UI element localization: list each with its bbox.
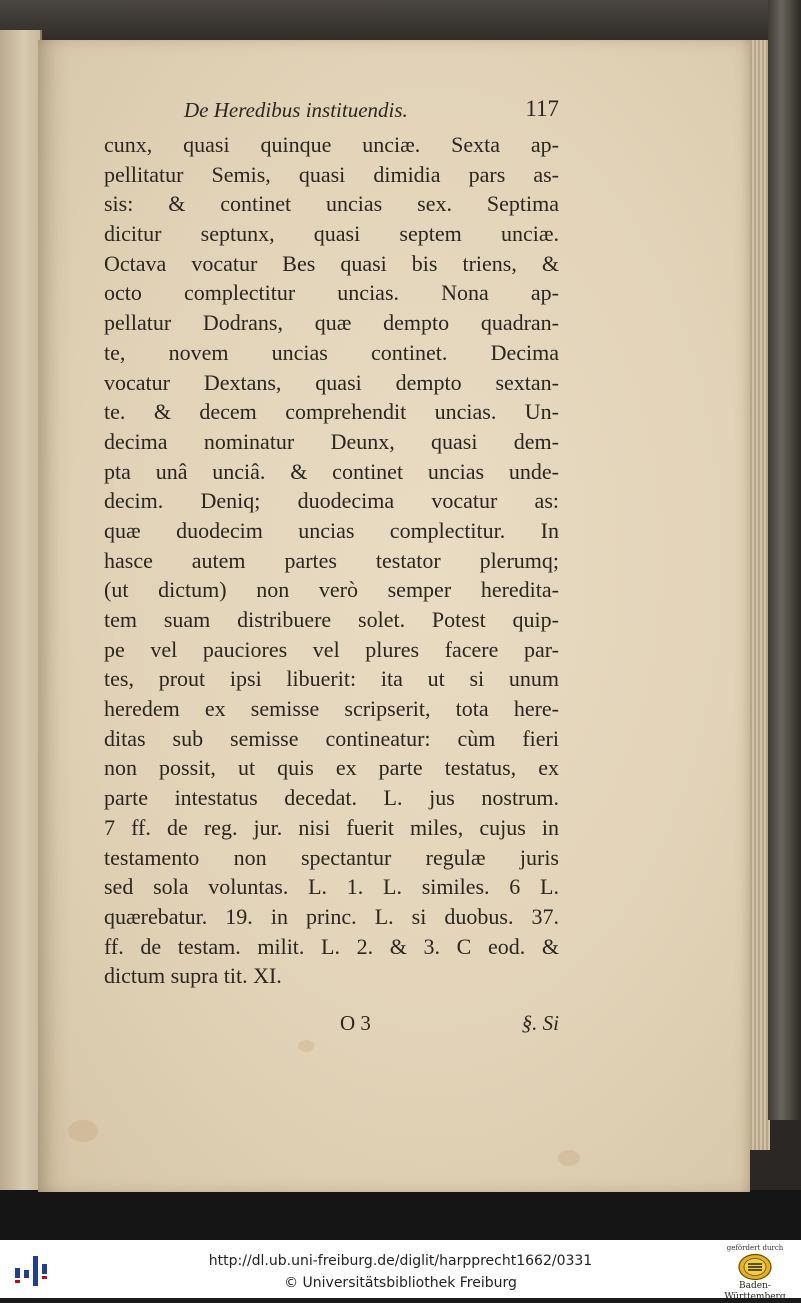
sponsor-badge [715, 1243, 795, 1302]
text-line: pellatur Dodrans, quæ dempto quadran- [104, 310, 559, 336]
text-line: decima nominatur Deunx, quasi dem- [104, 428, 559, 454]
text-line: octo complectitur uncias. Nona ap- [104, 280, 559, 306]
paper-stain [68, 1120, 98, 1142]
text-line: heredem ex semisse scripserit, tota here- [104, 696, 559, 722]
page-number: 117 [525, 96, 559, 121]
catchword: §. Si [521, 1010, 559, 1035]
bottom-board [0, 1190, 801, 1240]
text-line: pta unâ unciâ. & continet uncias unde- [104, 458, 559, 484]
text-line: Octava vocatur Bes quasi bis triens, & [104, 250, 559, 276]
text-line: te. & decem comprehendit uncias. Un- [104, 399, 559, 425]
running-head-title: De Heredibus instituendis. [184, 98, 408, 122]
text-line: ff. de testam. milit. L. 2. & 3. C eod. & [104, 933, 559, 959]
sponsor-name: Baden-Württemberg [724, 1281, 786, 1302]
page-foot [104, 1005, 559, 1045]
text-lines [104, 130, 559, 991]
text-line: ditas sub semisse contineatur: cùm fieri [104, 725, 559, 751]
text-line: 7 ff. de reg. jur. nisi fuerit miles, cujus in [104, 814, 559, 840]
text-line: tes, prout ipsi libuerit: ita ut si unum [104, 666, 559, 692]
text-line: sis: & continet uncias sex. Septima [104, 191, 559, 217]
sponsor-caption: gefördert durch [726, 1244, 784, 1252]
baden-wuerttemberg-crest-icon [738, 1253, 772, 1281]
text-line: pellitatur Semis, quasi dimidia pars as- [104, 161, 559, 187]
text-line: dictum supra tit. XI. [104, 963, 282, 989]
copyright-text: © Universitätsbibliothek Freiburg [284, 1275, 517, 1291]
text-line: sed sola voluntas. L. 1. L. similes. 6 L. [104, 874, 559, 900]
text-line: testamento non spectantur regulæ juris [104, 844, 559, 870]
left-page-edge [0, 30, 42, 1190]
text-block [104, 96, 559, 1045]
book-spine [768, 0, 801, 1120]
running-head [104, 96, 559, 130]
footer-bar [0, 1240, 801, 1302]
book-page [38, 40, 750, 1192]
text-line: dicitur septunx, quasi septem unciæ. [104, 221, 559, 247]
permalink-url[interactable]: http://dl.ub.uni-freiburg.de/diglit/harpprecht1662/0331 [208, 1253, 593, 1269]
text-line: cunx, quasi quinque unciæ. Sexta ap- [104, 132, 559, 157]
book-cover-top [0, 0, 801, 42]
paper-stain [558, 1150, 580, 1166]
text-line: quærebatur. 19. in princ. L. si duobus. 37. [104, 903, 559, 929]
text-line: (ut dictum) non verò semper heredita- [104, 577, 559, 603]
text-line: parte intestatus decedat. L. jus nostrum. [104, 785, 559, 811]
text-line: decim. Deniq; duodecima vocatur as: [104, 488, 559, 514]
signature-mark: O 3 [340, 1010, 371, 1035]
page-block-edge [748, 40, 770, 1150]
text-line: te, novem uncias continet. Decima [104, 339, 559, 365]
text-line: hasce autem partes testator plerumq; [104, 547, 559, 573]
text-line: tem suam distribuere solet. Potest quip- [104, 607, 559, 632]
text-line: vocatur Dextans, quasi dempto sextan- [104, 369, 559, 395]
text-line: quæ duodecim uncias complectitur. In [104, 517, 559, 543]
text-line: non possit, ut quis ex parte testatus, ex [104, 755, 559, 781]
text-line: pe vel pauciores vel plures facere par- [104, 636, 559, 662]
